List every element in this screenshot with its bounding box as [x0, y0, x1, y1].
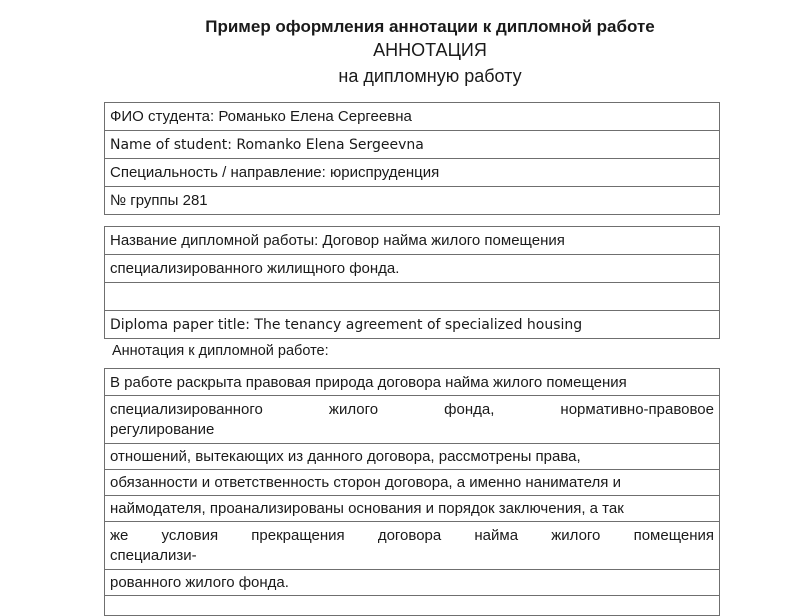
annotation-line-5: наймодателя, проанализированы основания и порядок заключения, а так: [105, 496, 720, 522]
annotation-line-7: рованного жилого фонда.: [105, 570, 720, 596]
student-info-table: [104, 102, 720, 215]
annotation-line-4: обязанности и ответственность сторон договора, а именно нанимателя и: [105, 470, 720, 496]
document-title: Пример оформления аннотации к дипломной работе: [205, 17, 655, 36]
annotation-line-2: [105, 396, 720, 444]
annotation-line-1: В работе раскрыта правовая природа договора найма жилого помещения: [105, 369, 720, 396]
document-subheading: на дипломную работу: [338, 66, 522, 86]
annotation-blank-row: [105, 596, 720, 616]
thesis-title-table: [104, 226, 720, 339]
student-name-en: Name of student: Romanko Elena Sergeevna: [105, 131, 720, 159]
thesis-title-ru-line2: специализированного жилищного фонда.: [105, 255, 720, 283]
annotation-label: Аннотация к дипломной работе:: [112, 343, 329, 359]
student-name-ru: ФИО студента: Романько Елена Сергеевна: [105, 103, 720, 131]
annotation-line-3: отношений, вытекающих из данного договора, рассмотрены права,: [105, 444, 720, 470]
thesis-title-ru-line1: Название дипломной работы: Договор найма жилого помещения: [105, 227, 720, 255]
annotation-table: [104, 368, 720, 616]
annotation-line-6: [105, 522, 720, 570]
thesis-title-blank: [105, 283, 720, 311]
annotation-line-2b: регулирование: [110, 420, 215, 438]
annotation-line-6a: же условия прекращения договора найма жилого помещения: [110, 526, 714, 544]
annotation-line-6b: специализи-: [110, 546, 197, 564]
student-specialty: Специальность / направление: юриспруденция: [105, 159, 720, 187]
thesis-title-en: Diploma paper title: The tenancy agreement of specialized housing: [105, 311, 720, 339]
annotation-line-2a: специализированного жилого фонда, нормативно-правовое: [110, 400, 714, 418]
document-heading: АННОТАЦИЯ: [373, 40, 487, 60]
student-group: № группы 281: [105, 187, 720, 215]
